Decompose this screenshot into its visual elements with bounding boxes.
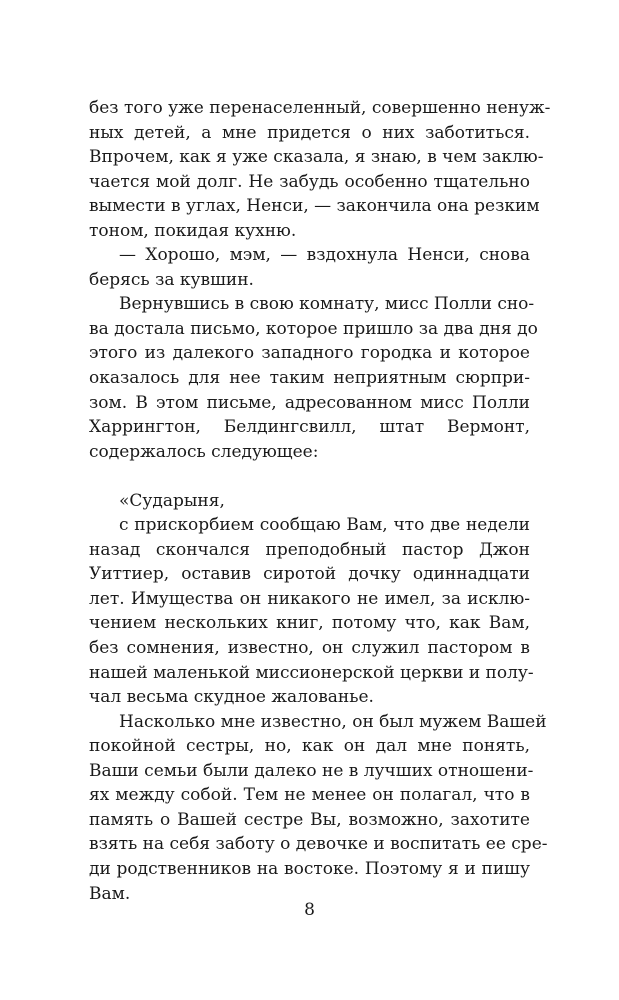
text-line: покойной сестры, но, как он дал мне понять, <box>89 736 530 757</box>
paragraph <box>89 513 534 709</box>
text-line: Уиттиер, оставив сиротой дочку одиннадцати <box>89 564 530 585</box>
text-line: Вам. <box>89 883 131 904</box>
text-line: ва достала письмо, которое пришло за два дня до <box>89 318 538 339</box>
page-number: 8 <box>304 900 315 920</box>
text-line: зом. В этом письме, адресованном мисс Полли <box>89 392 530 413</box>
text-line: ях между собой. Тем не менее он полагал, что в <box>89 785 530 806</box>
text-line: берясь за кувшин. <box>89 269 254 290</box>
text-line: чением нескольких книг, потому что, как Вам, <box>89 613 530 634</box>
text-line: «Сударыня, <box>119 490 225 511</box>
text-line: назад скончался преподобный пастор Джон <box>89 539 530 560</box>
text-line: Харрингтон, Белдингсвилл, штат Вермонт, <box>89 417 530 438</box>
text-line: оказалось для нее таким неприятным сюрпри- <box>89 368 530 389</box>
text-line: этого из далекого западного городка и которое <box>89 343 530 364</box>
text-line: чал весьма скудное жалованье. <box>89 687 374 708</box>
paragraph <box>89 243 530 292</box>
paragraph <box>89 489 530 514</box>
text-line: Ваши семьи были далеко не в лучших отношени- <box>89 760 534 781</box>
text-line: без сомнения, известно, он служил пастором в <box>89 638 530 659</box>
text-line: Впрочем, как я уже сказала, я знаю, в чем заклю- <box>89 147 544 168</box>
text-line: ных детей, а мне придется о них заботиться. <box>89 122 530 143</box>
text-line: вымести в углах, Ненси, — закончила она резким <box>89 196 540 217</box>
text-line: чается мой долг. Не забудь особенно тщательно <box>89 171 530 192</box>
text-line: содержалось следующее: <box>89 441 319 462</box>
text-line: Насколько мне известно, он был мужем Вашей <box>119 711 547 732</box>
text-line: с прискорбием сообщаю Вам, что две недели <box>119 515 530 536</box>
paragraph <box>89 710 548 906</box>
text-line: без того уже перенаселенный, совершенно ненуж- <box>89 98 551 118</box>
text-line: память о Вашей сестре Вы, возможно, захотите <box>89 809 530 830</box>
text-line: Вернувшись в свою комнату, мисс Полли сно- <box>119 294 535 315</box>
text-line: взять на себя заботу о девочке и воспитать ее сре- <box>89 834 548 855</box>
text-line: — Хорошо, мэм, — вздохнула Ненси, снова <box>119 245 530 266</box>
text-line: ди родственников на востоке. Поэтому я и пишу <box>89 858 530 879</box>
paragraph <box>89 292 538 464</box>
text-line: нашей маленькой миссионерской церкви и полу- <box>89 662 534 683</box>
paragraph <box>89 96 551 243</box>
text-line: тоном, покидая кухню. <box>89 220 297 241</box>
paragraph-gap <box>89 464 530 489</box>
page-body-text <box>89 96 551 906</box>
text-line: лет. Имущества он никакого не имел, за исклю- <box>89 588 530 609</box>
